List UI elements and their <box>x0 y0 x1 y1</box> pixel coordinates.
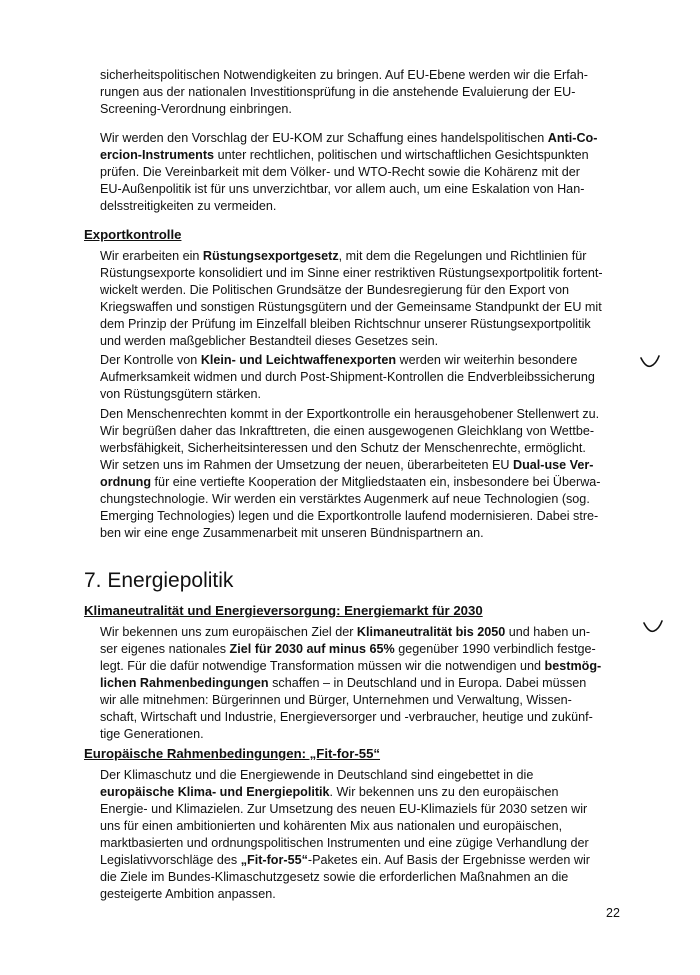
page-number: 22 <box>606 906 620 920</box>
text-line: ser eigenes nationales Ziel für 2030 auf minus 65% gegenüber 1990 verbindlich festge- <box>100 642 596 656</box>
text-line: Den Menschenrechten kommt in der Exportkontrolle ein herausgehobener Stellenwert zu. <box>100 407 600 421</box>
text-line: uns für einen ambitionierten und kohärenten Mix aus nationalen und europäischen, <box>100 819 563 833</box>
text-line: Legislativvorschläge des „Fit-for-55“-Paketes ein. Auf Basis der Ergebnisse werden wir <box>100 853 590 867</box>
text-line: Kriegswaffen und sonstigen Rüstungsgütern und der Gemeinsame Standpunkt der EU mit <box>100 300 602 314</box>
text-line: europäische Klima- und Energiepolitik. Wir bekennen uns zu den europäischen <box>100 785 559 799</box>
text-line: Screening-Verordnung einbringen. <box>100 102 292 116</box>
text-line: Wir bekennen uns zum europäischen Ziel der Klimaneutralität bis 2050 und haben un- <box>100 625 591 639</box>
text-line: marktbasierten und ordnungspolitischen Instrumenten und eine zügige Verhandlung der <box>100 836 589 850</box>
text-line: und werden maßgeblicher Bestandteil dieses Gesetzes sein. <box>100 334 439 348</box>
paragraph-screening <box>100 67 615 118</box>
text-line: Der Klimaschutz und die Energiewende in Deutschland sind eingebettet in die <box>100 768 534 782</box>
text-line: Rüstungsexporte konsolidiert und im Sinne einer restriktiven Rüstungsexportpolitik fortent- <box>100 266 603 280</box>
text-line: Wir begrüßen daher das Inkrafttreten, die einen ausgewogenen Gleichklang von Wettbe- <box>100 424 595 438</box>
text-line: wir alle mitnehmen: Bürgerinnen und Bürger, Unternehmen und Verwaltung, Wissen- <box>100 693 572 707</box>
paragraph-klimaneutralitaet <box>100 624 615 743</box>
text-line: dem Prinzip der Prüfung im Einzelfall bleiben Richtschnur unserer Rüstungsexportpolitik <box>100 317 591 331</box>
paragraph-menschenrechte <box>100 406 615 542</box>
text-line: werbsfähigkeit, Sicherheitsinteressen und den Schutz der Menschenrechte, ermöglicht. <box>100 441 586 455</box>
text-line: legt. Für die dafür notwendige Transformation müssen wir die notwendigen und bestmög- <box>100 659 602 673</box>
text-line: Aufmerksamkeit widmen und durch Post-Shipment-Kontrollen die Endverbleibssicherung <box>100 370 595 384</box>
subheading-fit-for-55: Europäische Rahmenbedingungen: „Fit-for-55“ <box>84 746 381 761</box>
text-line: ben wir eine enge Zusammenarbeit mit unseren Bündnispartnern an. <box>100 526 484 540</box>
text-line: wickelt werden. Die Politischen Grundsätze der Bundesregierung für den Export von <box>100 283 570 297</box>
text-line: Wir werden den Vorschlag der EU-KOM zur Schaffung eines handelspolitischen Anti-Co- <box>100 131 598 145</box>
text-line: Wir setzen uns im Rahmen der Umsetzung der neuen, überarbeiteten EU Dual-use Ver- <box>100 458 594 472</box>
text-line: sicherheitspolitischen Notwendigkeiten zu bringen. Auf EU-Ebene werden wir die Erfah- <box>100 68 588 82</box>
paragraph-ruestungsexportgesetz <box>100 248 615 350</box>
text-line: von Rüstungsgütern stärken. <box>100 387 262 401</box>
text-line: prüfen. Die Vereinbarkeit mit dem Völker- und WTO-Recht sowie die Kohärenz mit der <box>100 165 580 179</box>
subheading-exportkontrolle: Exportkontrolle <box>84 227 182 242</box>
text-line: die Ziele im Bundes-Klimaschutzgesetz sowie die erforderlichen Maßnahmen an die <box>100 870 569 884</box>
text-line: ordnung für eine vertiefte Kooperation der Mitgliedstaaten ein, insbesondere bei Überwa- <box>100 475 601 489</box>
text-line: schaft, Wirtschaft und Industrie, Energieversorger und -verbraucher, heutige und zukünf- <box>100 710 593 724</box>
text-line: rungen aus der nationalen Investitionsprüfung in die anstehende Evaluierung der EU- <box>100 85 576 99</box>
text-line: lichen Rahmenbedingungen schaffen – in Deutschland und in Europa. Dabei müssen <box>100 676 587 690</box>
text-line: delsstreitigkeiten zu vermeiden. <box>100 199 277 213</box>
paragraph-fit-for-55 <box>100 767 615 903</box>
paragraph-anti-coercion <box>100 130 615 215</box>
text-line: Der Kontrolle von Klein- und Leichtwaffenexporten werden wir weiterhin besondere <box>100 353 578 367</box>
text-line: chungstechnologie. Wir werden ein verstärktes Augenmerk auf neue Technologien (sog. <box>100 492 590 506</box>
text-line: gesteigerte Ambition anpassen. <box>100 887 276 901</box>
margin-checkmark-icon <box>643 620 663 634</box>
paragraph-kleinwaffen <box>100 352 615 403</box>
section-title-energiepolitik: 7. Energiepolitik <box>84 569 234 592</box>
text-line: tige Generationen. <box>100 727 204 741</box>
subheading-klimaneutralitaet: Klimaneutralität und Energieversorgung: Energiemarkt für 2030 <box>84 603 483 618</box>
text-line: Emerging Technologies) legen und die Exportkontrolle laufend modernisieren. Dabei stre- <box>100 509 599 523</box>
text-line: Energie- und Klimazielen. Zur Umsetzung des neuen EU-Klimaziels für 2030 setzen wir <box>100 802 588 816</box>
text-line: Wir erarbeiten ein Rüstungsexportgesetz, mit dem die Regelungen und Richtlinien für <box>100 249 587 263</box>
margin-checkmark-icon <box>640 355 660 369</box>
text-line: ercion-Instruments unter rechtlichen, politischen und wirtschaftlichen Gesichtspunkten <box>100 148 589 162</box>
text-line: EU-Außenpolitik ist für uns unverzichtbar, vor allem auch, um eine Eskalation von Han- <box>100 182 585 196</box>
